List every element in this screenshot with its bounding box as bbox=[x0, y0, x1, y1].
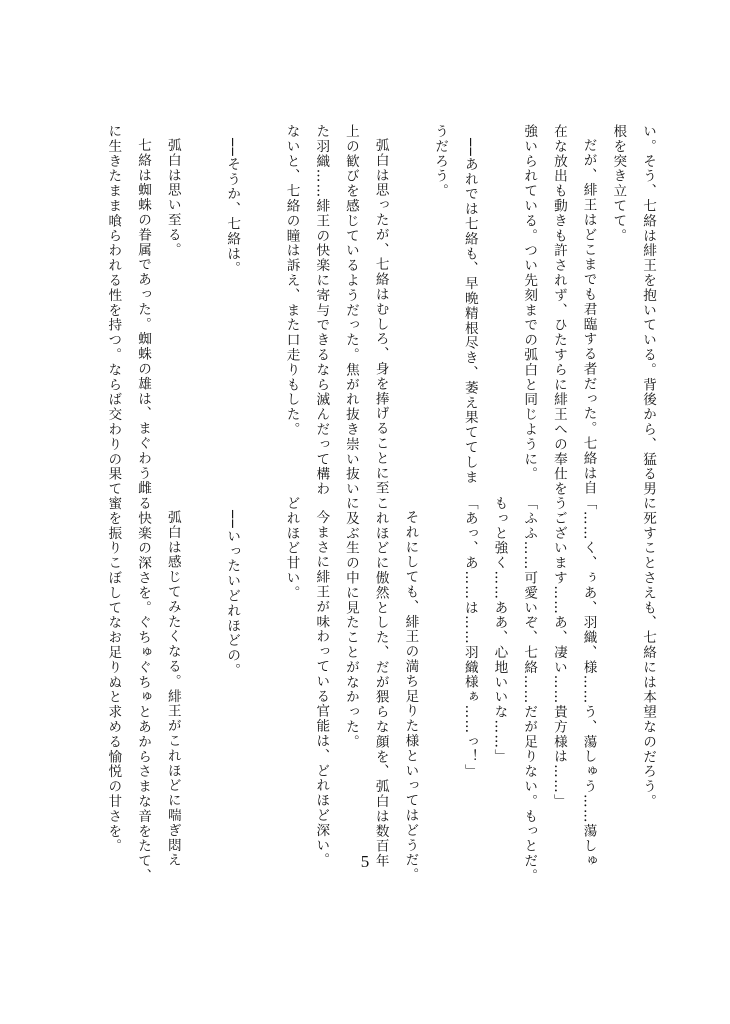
text-line: ──そうか、七絡は。 bbox=[224, 137, 241, 276]
dialogue-line: 「あっ、あ……は……羽織様ぁ……っ！」 bbox=[461, 496, 478, 780]
text-line: た羽織……緋王の快楽に寄与できるなら滅んだって構わ bbox=[313, 124, 330, 497]
text-line: に生きたまま喰らわれる性を持つ。ならば交わりの果て bbox=[105, 124, 122, 497]
blank-line bbox=[603, 496, 633, 841]
blank-line bbox=[246, 124, 276, 469]
text-line: に及ぶ生の中に見たことがなかった。 bbox=[342, 496, 359, 750]
text-line: に死すことさえも、七絡には本望なのだろう。 bbox=[640, 496, 656, 809]
blank-line bbox=[484, 124, 514, 469]
page-number: 5 bbox=[360, 852, 370, 871]
text-line: ──あれでは七絡も、早晩精根尽き、萎え果ててしま bbox=[461, 137, 478, 485]
dialogue-line: うございます……あ、凄い……貴方様は……」 bbox=[550, 496, 567, 809]
text-line: 弧白は思ったが、七絡はむしろ、身を捧げることに至 bbox=[372, 137, 389, 496]
text-line: 上の歓びを感じているようだった。焦がれ抜き崇い抜い bbox=[342, 124, 359, 497]
blank-line bbox=[395, 124, 425, 469]
dialogue-line: 「ふふ……可愛いぞ、七絡……だが足りない。もっとだ。 bbox=[521, 496, 538, 884]
text-line: これほどに傲然とした、だが猥らな顔を、弧白は数百年 bbox=[372, 496, 389, 869]
blank-line bbox=[424, 496, 454, 841]
text-line: どれほど甘い。 bbox=[283, 496, 300, 601]
dialogue-line: もっと強く……ああ、心地いいな……」 bbox=[491, 496, 508, 765]
text-line: 蜜を振りこぼしてなお足りぬと求める愉悦の甘さを。 bbox=[105, 496, 122, 854]
text-line: 弧白は思い至る。 bbox=[164, 137, 181, 257]
text-line: それにしても、緋王の満ち足りた様といってはどうだ。 bbox=[402, 509, 419, 883]
text-block-bottom bbox=[105, 496, 662, 884]
text-line: い。そう、七絡は緋王を抱いている。背後から、猛る男 bbox=[640, 124, 656, 497]
blank-line bbox=[187, 124, 217, 469]
text-line: ないと、七絡の瞳は訴え、また口走りもした。 bbox=[283, 124, 300, 437]
text-line: ──いったいどれほどの。 bbox=[224, 509, 241, 678]
text-line: 強いられている。つい先刻までの弧白と同じように。 bbox=[521, 124, 538, 482]
text-line: る快楽の深さを。ぐちゅぐちゅとあからさまな音をたて、 bbox=[135, 496, 152, 884]
text-line: 七絡は蜘蛛の眷属であった。蜘蛛の雄は、まぐわう雌 bbox=[135, 137, 152, 496]
text-line: 根を突き立てて。 bbox=[610, 124, 627, 244]
text-line: うだろう。 bbox=[432, 124, 449, 199]
blank-line bbox=[246, 496, 276, 841]
text-line: 在な放出も動きも許されず、ひたすらに緋王への奉仕を bbox=[550, 124, 567, 497]
text-block-top bbox=[105, 124, 662, 497]
text-line: 今まさに緋王が味わっている官能は、どれほど深い。 bbox=[313, 509, 330, 868]
dialogue-line: 「……く、ぅあ、羽織、様……う、蕩しゅう……蕩しゅ bbox=[580, 496, 597, 869]
text-line: だが、緋王はどこまでも君臨する者だった。七絡は自 bbox=[580, 137, 597, 496]
blank-line bbox=[187, 496, 217, 841]
text-line: 弧白は感じてみたくなる。緋王がこれほどに喘ぎ悶え bbox=[164, 509, 181, 868]
